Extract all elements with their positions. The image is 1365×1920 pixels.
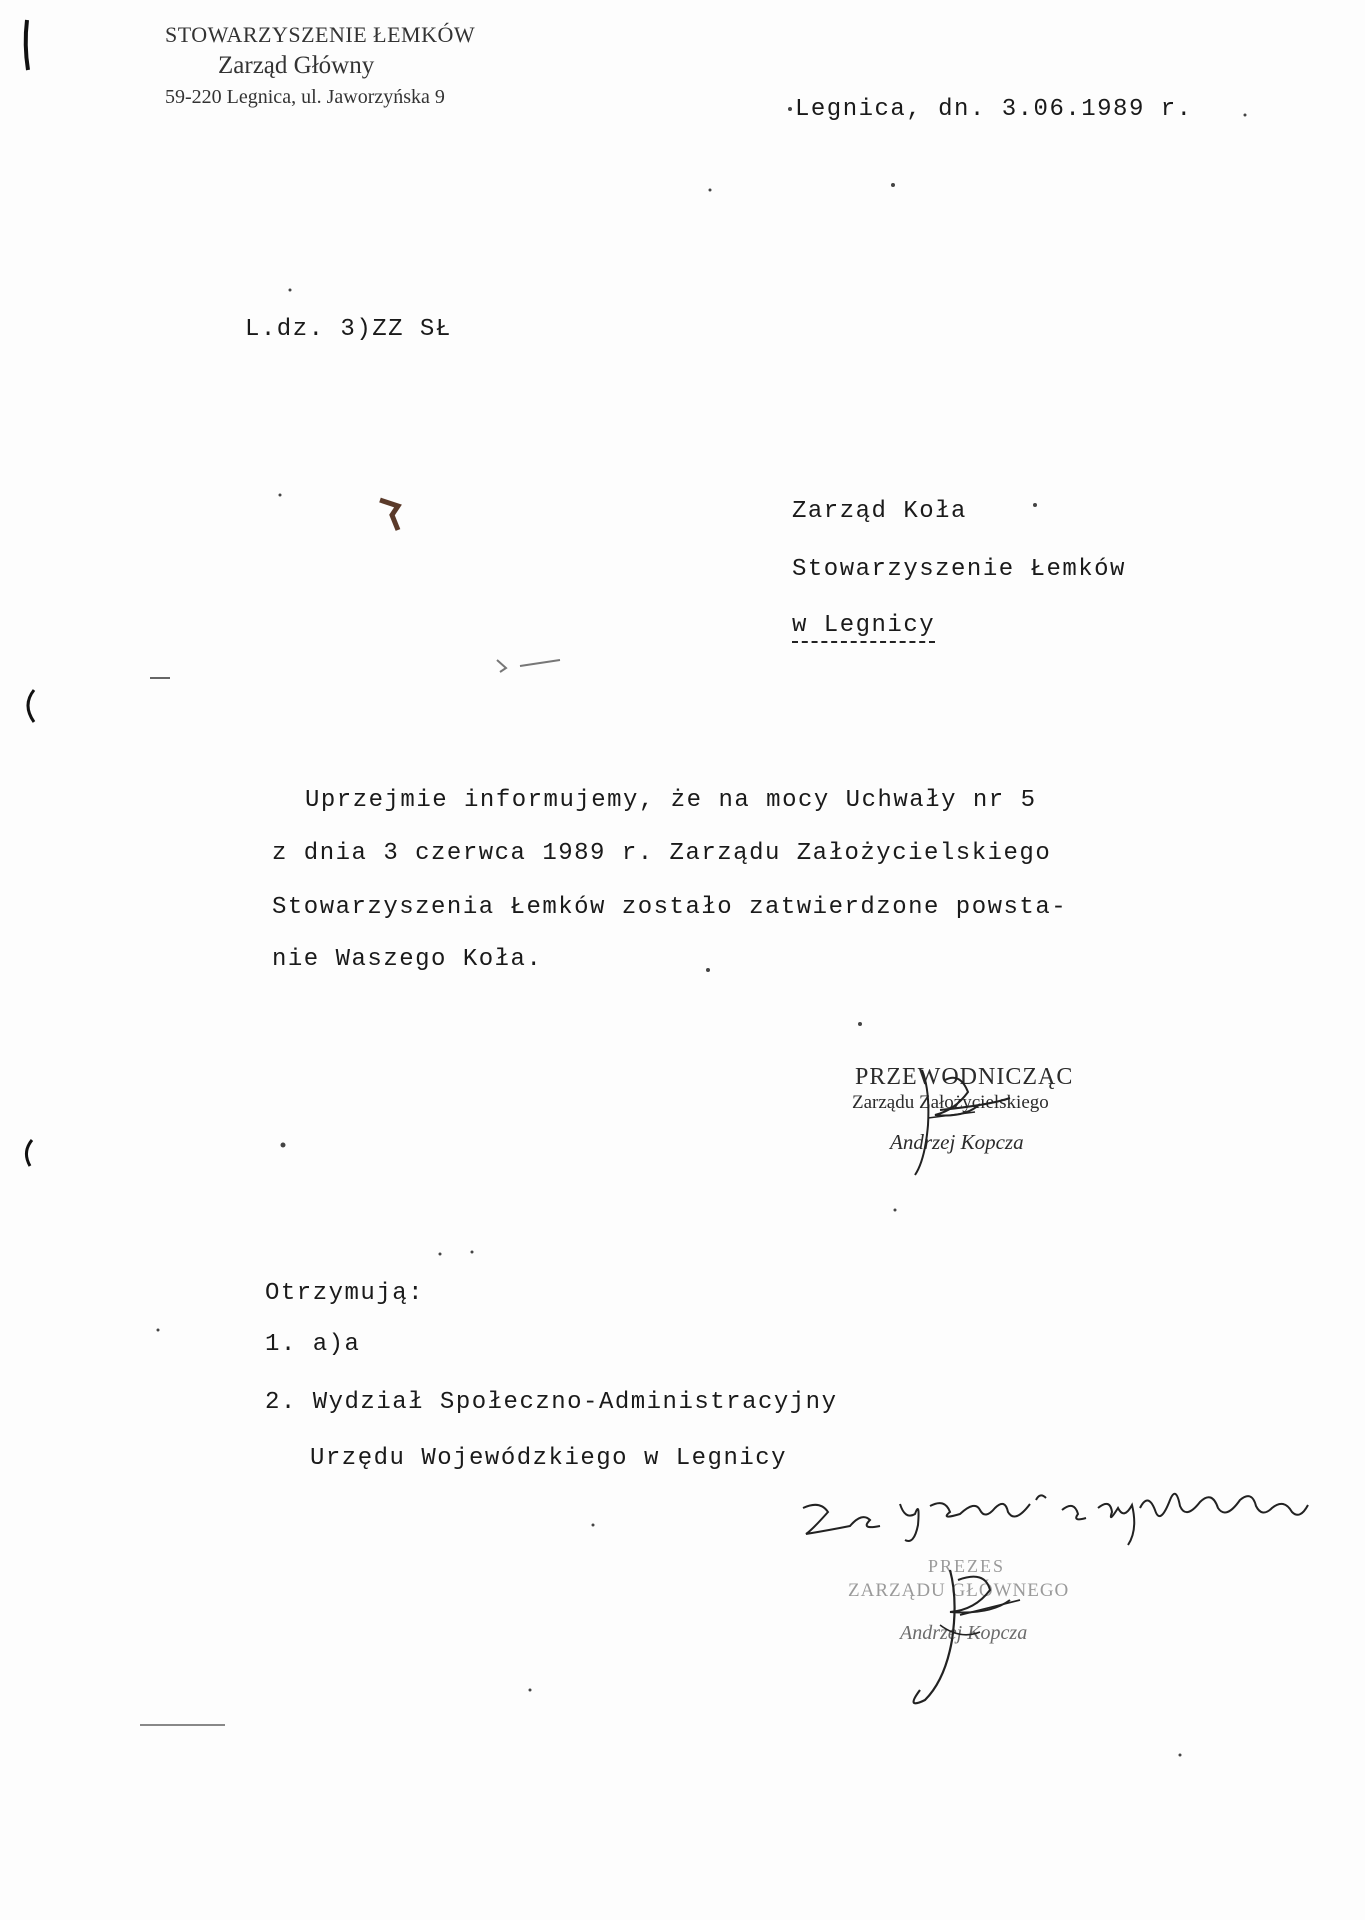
handwritten-note-za-zgodnosc-z-oryginalem [803, 1494, 1308, 1545]
recipient-item-1: 1. a)a [265, 1331, 361, 1358]
signature-stamp-name: Andrzej Kopcza [890, 1130, 1024, 1154]
body-line-1: Uprzejmie informujemy, że na mocy Uchwały nr 5 [305, 787, 1037, 814]
letterhead-address: 59-220 Legnica, ul. Jaworzyńska 9 [165, 86, 445, 108]
addressee-line-1: Zarząd Koła [792, 498, 967, 525]
handwritten-signature [915, 1070, 1010, 1175]
addressee-line-2: Stowarzyszenie Łemków [792, 556, 1126, 583]
certification-stamp-name: Andrzej Kopcza [900, 1622, 1028, 1644]
body-line-2: z dnia 3 czerwca 1989 r. Zarządu Założycielskiego [272, 840, 1052, 867]
body-line-3: Stowarzyszenia Łemków zostało zatwierdzone powsta- [272, 894, 1068, 921]
paper-specks [157, 107, 1247, 1757]
staple-mark [380, 500, 398, 530]
certification-stamp-subtitle: ZARZĄDU GŁÓWNEGO [848, 1580, 1070, 1601]
body-line-4: nie Waszego Koła. [272, 946, 543, 973]
recipient-item-2: 2. Wydział Społeczno-Administracyjny [265, 1389, 838, 1416]
margin-mark [26, 1140, 32, 1166]
date-line: Legnica, dn. 3.06.1989 r. [795, 96, 1193, 123]
smudge-mark [497, 660, 560, 672]
margin-mark [26, 20, 28, 70]
certification-signature [914, 1570, 1020, 1703]
addressee-line-3: w Legnicy [792, 612, 935, 643]
recipients-heading: Otrzymują: [265, 1280, 425, 1307]
signature-stamp-title: PRZEWODNICZĄC [855, 1064, 1074, 1090]
letterhead-board: Zarząd Główny [218, 52, 375, 79]
recipient-item-2-continued: Urzędu Wojewódzkiego w Legnicy [310, 1445, 788, 1472]
signature-stamp-subtitle: Zarządu Założycielskiego [852, 1092, 1049, 1113]
reference-number: L.dz. 3)ZZ SŁ [245, 316, 452, 343]
letterhead-organization: STOWARZYSZENIE ŁEMKÓW [165, 22, 476, 47]
margin-mark [28, 690, 34, 722]
certification-stamp-title: PREZES [928, 1556, 1006, 1576]
